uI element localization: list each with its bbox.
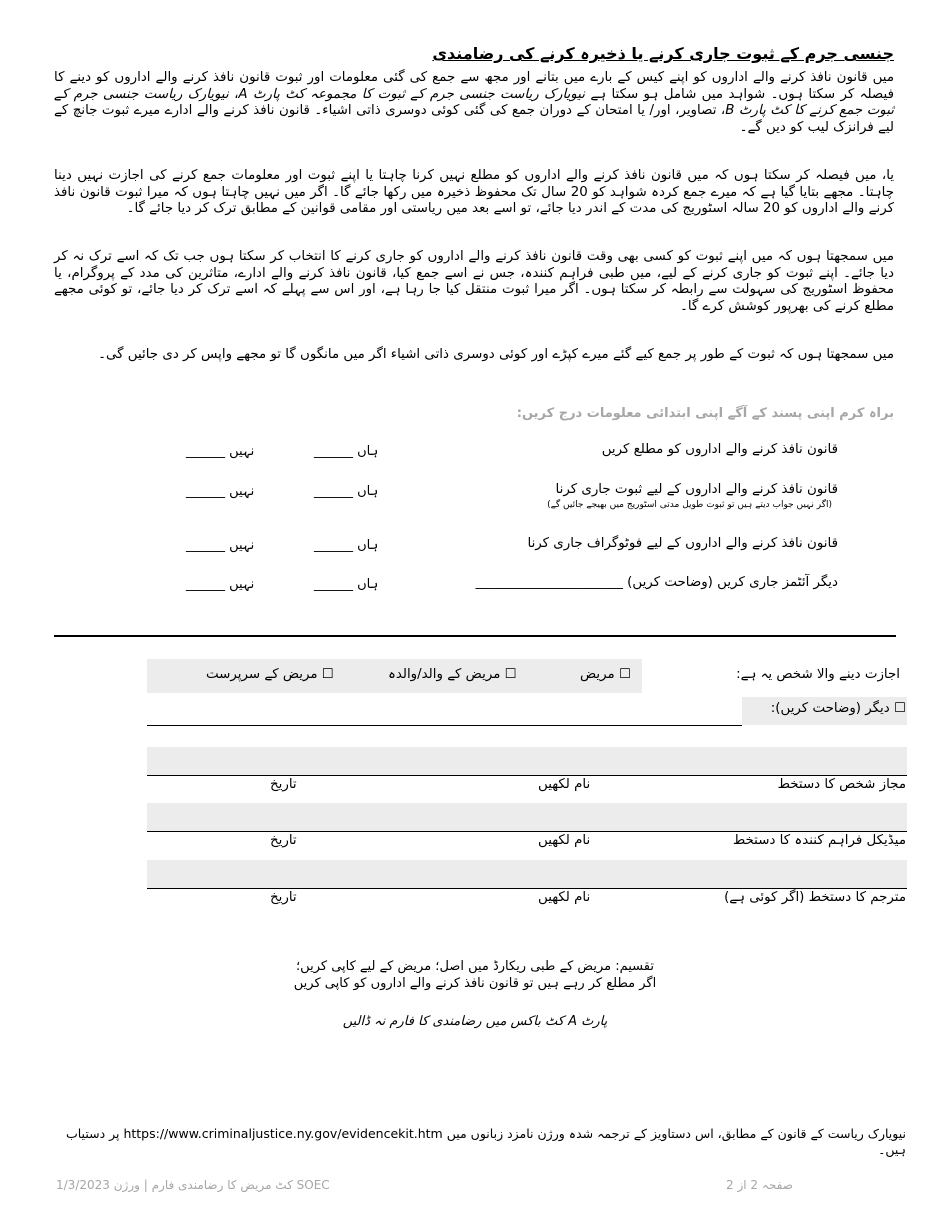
print-name-caption: نام لکھیں [538,890,591,905]
paragraph-text: میں قانون نافذ کرنے والے اداروں کو اپنے کیس کے بارے میں بتانے اور مجھ سے جمع کی گئی معلومات اور ثبوت قانون نافذ کرنے والے اداروں کو دینے کا فیصلہ کر سکتا ہوں۔ شواہد میں شامل ہو سکتا ہے [54,70,894,102]
option-no-initials[interactable]: نہیں ______ [186,484,255,499]
checkbox-patient[interactable]: ☐ مریض [580,667,631,682]
signature-field-interpreter[interactable] [147,860,907,888]
option-no-initials[interactable]: نہیں ______ [186,444,255,459]
checkbox-patient-guardian[interactable]: ☐ مریض کے سرپرست [206,667,334,682]
paragraph-text: ، تصاویر، اور/ یا امتحان کے دوران جمع کی گئی کوئی دوسری ذاتی اشیاء۔ قانون نافذ کرنے والے ادارے میرے ثبوت جانچ کے لیے فرانزک لیب کو دیں گے۔ [54,103,894,135]
option-label[interactable]: دیگر آئٹمز جاری کریں (وضاحت کریں) ______________________ [475,575,838,590]
option-label: قانون نافذ کرنے والے اداروں کو مطلع کریں [601,442,838,457]
section-divider [54,635,896,637]
consent-giver-label: اجازت دینے والا شخص یہ ہے: [736,667,900,682]
option-yes-initials[interactable]: ہاں ______ [314,444,379,459]
signature-line [147,775,907,776]
form-title: جنسی جرم کے ثبوت جاری کرنے یا ذخیرہ کرنے کی رضامندی [432,44,894,63]
option-label: قانون نافذ کرنے والے اداروں کے لیے ثبوت جاری کرنا [555,482,838,497]
option-label: قانون نافذ کرنے والے اداروں کے لیے فوٹوگراف جاری کرنا [527,536,838,551]
option-yes-initials[interactable]: ہاں ______ [314,484,379,499]
footer-version: SOEC کٹ مریض کا رضامندی فارم | ورژن 1/3/2023 [56,1178,330,1192]
option-yes-initials[interactable]: ہاں ______ [314,577,379,592]
checkbox-patient-parent[interactable]: ☐ مریض کے والد/والدہ [388,667,517,682]
distribution-line-2: اگر مطلع کر رہے ہیں تو قانون نافذ کرنے والے اداروں کو کاپی کریں [293,976,657,991]
option-yes-initials[interactable]: ہاں ______ [314,538,379,553]
signature-line [147,831,907,832]
signature-caption: میڈیکل فراہم کنندہ کا دستخط [732,833,906,848]
kit-box-note: پارٹ A کٹ باکس میں رضامندی کا فارم نہ ڈالیں [342,1014,608,1029]
date-caption: تاریخ [270,833,297,848]
print-name-caption: نام لکھیں [538,777,591,792]
kit-part-a-name: نیویارک ریاست جنسی جرم کے ثبوت کا مجموعہ کٹ پارٹ A [238,86,585,102]
option-no-initials[interactable]: نہیں ______ [186,538,255,553]
date-caption: تاریخ [270,777,297,792]
paragraph-storage: یا، میں فیصلہ کر سکتا ہوں کہ میں قانون نافذ کرنے والے اداروں کو مطلع نہیں کرنا چاہتا یا اپنے ثبوت اور معلومات جمع کرنے کی اجازت نہیں دینا چاہتا۔ مجھے بتایا گیا ہے کہ میرے جمع کردہ شواہد کو 20 سال تک محفوظ ذخیرہ میں رکھا جائے گا۔ اگر میں نہیں چاہتا ہوں کہ میرا ثبوت قانون نافذ کرنے والے اداروں کو 20 سالہ اسٹوریج کی مدت کے اندر دیا جائے، تو اسے بعد میں ریاستی اور مقامی قوانین کے مطابق ترک کر دیا جائے گا۔ [54,168,894,216]
option-no-initials[interactable]: نہیں ______ [186,577,255,592]
footer-page-number: صفحہ 2 از 2 [726,1178,793,1192]
paragraph-text: ، [228,86,239,102]
distribution-line-1: تقسیم: مریض کے طبی ریکارڈ میں اصل؛ مریض کے لیے کاپی کریں؛ [296,959,654,974]
checkbox-other[interactable]: ☐ دیگر (وضاحت کریں): [770,701,906,716]
kit-part-b-name: نیویارک ریاست جنسی جرم کے ثبوت جمع کرنے کا کٹ پارٹ B [54,86,894,118]
translation-availability-note: نیویارک ریاست کے قانون کے مطابق، اس دستاویز کے ترجمہ شدہ ورژن نامزد زبانوں میں https://www.criminaljustice.ny.gov/evidencekit.htm پر دستیاب ہیں۔ [65,1126,906,1157]
signature-line [147,888,907,889]
paragraph-release-anytime: میں سمجھتا ہوں کہ میں اپنے ثبوت کو کسی بھی وقت قانون نافذ کرنے والے اداروں کو جاری کرنے کا انتخاب کر سکتا ہوں جب تک کہ اسے ترک نہ کر دیا جائے۔ اپنے ثبوت کو جاری کرنے کے لیے، میں طبی فراہم کنندہ، جس نے اسے جمع کیا، قانون نافذ کرنے والے ادارے، متاثرین کی مدد کے پروگرام، یا محفوظ اسٹوریج کی سہولت سے رابطہ کر سکتا ہوں۔ اگر میرا ثبوت منتقل کیا جا رہا ہے، اور اس سے پہلے کہ اسے ترک کر دیا جائے، تو کوئی مجھے مطلع کرنے کی بھرپور کوشش کرے گا۔ [54,249,894,314]
signature-field-medical-provider[interactable] [147,803,907,831]
initials-instructions: براہ کرم اپنی پسند کے آگے اپنی ابتدائی معلومات درج کریں: [516,406,894,421]
option-note: (اگر نہیں جواب دیتے ہیں تو ثبوت طویل مدتی اسٹوریج میں بھیجے جائیں گے) [547,500,832,510]
option-release-other-items [0,575,950,615]
option-release-photographs [0,536,950,576]
signature-field-authorized[interactable] [147,747,907,775]
signature-caption: مترجم کا دستخط (اگر کوئی ہے) [724,890,906,905]
other-specify-line [147,725,742,726]
option-release-evidence [0,482,950,522]
paragraph-personal-items: میں سمجھتا ہوں کہ ثبوت کے طور پر جمع کیے گئے میرے کپڑے اور کوئی دوسری ذاتی اشیاء اگر میں مانگوں گا تو مجھے واپس کر دی جائیں گی۔ [98,347,894,362]
date-caption: تاریخ [270,890,297,905]
paragraph-release-consent [54,70,894,136]
option-notify-law-enforcement [0,442,950,482]
print-name-caption: نام لکھیں [538,833,591,848]
signature-caption: مجاز شخص کا دستخط [777,777,906,792]
